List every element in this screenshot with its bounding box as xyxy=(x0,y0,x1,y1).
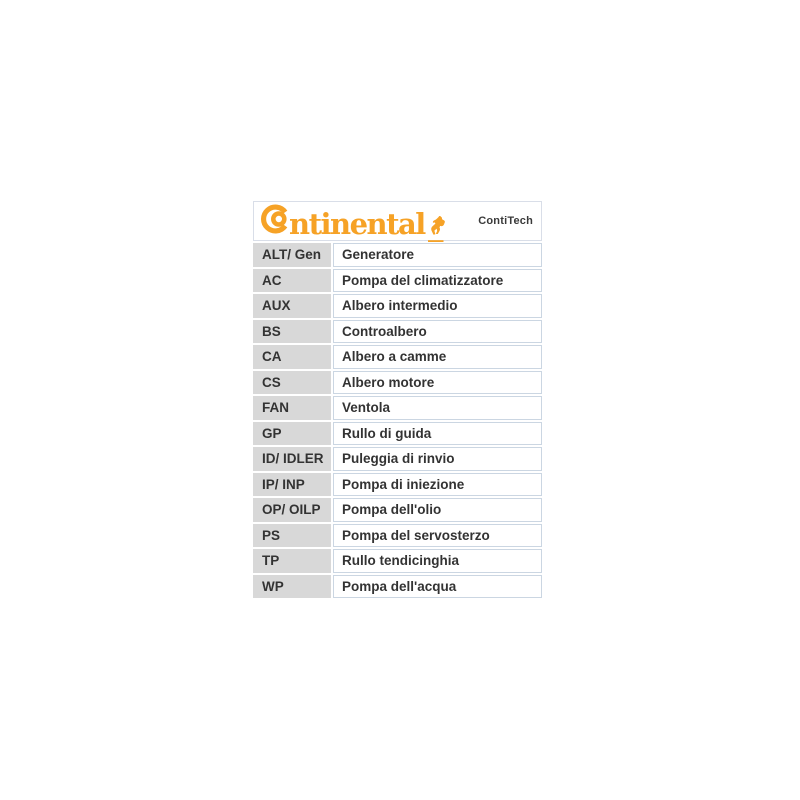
abbreviation-cell: CS xyxy=(253,371,331,395)
table-row xyxy=(253,269,542,293)
description-cell: Albero motore xyxy=(333,371,542,395)
table-row xyxy=(253,422,542,446)
abbreviation-cell: TP xyxy=(253,549,331,573)
abbreviation-cell: CA xyxy=(253,345,331,369)
abbreviation-cell: OP/ OILP xyxy=(253,498,331,522)
continental-logo xyxy=(259,204,447,239)
description-cell: Controalbero xyxy=(333,320,542,344)
abbreviation-cell: BS xyxy=(253,320,331,344)
table-row xyxy=(253,371,542,395)
table-row xyxy=(253,575,542,599)
table-row xyxy=(253,498,542,522)
abbreviation-cell: AC xyxy=(253,269,331,293)
abbreviation-cell: GP xyxy=(253,422,331,446)
abbreviation-cell: WP xyxy=(253,575,331,599)
description-cell: Pompa dell'olio xyxy=(333,498,542,522)
brand-row xyxy=(259,204,533,239)
continental-wordmark-text: ntinental xyxy=(289,206,425,241)
abbreviation-cell: AUX xyxy=(253,294,331,318)
table-row xyxy=(253,243,542,267)
table-row xyxy=(253,447,542,471)
description-cell: Pompa di iniezione xyxy=(333,473,542,497)
abbreviation-cell: ALT/ Gen xyxy=(253,243,331,267)
table-row xyxy=(253,320,542,344)
abbreviation-cell: PS xyxy=(253,524,331,548)
description-cell: Albero a camme xyxy=(333,345,542,369)
description-cell: Ventola xyxy=(333,396,542,420)
abbreviation-cell: IP/ INP xyxy=(253,473,331,497)
table-row xyxy=(253,549,542,573)
abbreviation-cell: ID/ IDLER xyxy=(253,447,331,471)
contitech-logo: ContiTech xyxy=(478,215,533,227)
brand-header xyxy=(253,201,542,241)
abbreviation-legend-table xyxy=(251,199,544,600)
description-cell: Rullo di guida xyxy=(333,422,542,446)
description-cell: Pompa dell'acqua xyxy=(333,575,542,599)
description-cell: Albero intermedio xyxy=(333,294,542,318)
table-row xyxy=(253,345,542,369)
continental-co-mark-icon xyxy=(259,204,292,234)
table-row xyxy=(253,396,542,420)
table-row xyxy=(253,473,542,497)
table-row xyxy=(253,294,542,318)
description-cell: Pompa del servosterzo xyxy=(333,524,542,548)
abbreviation-cell: FAN xyxy=(253,396,331,420)
table-row xyxy=(253,524,542,548)
description-cell: Puleggia di rinvio xyxy=(333,447,542,471)
description-cell: Rullo tendicinghia xyxy=(333,549,542,573)
description-cell: Pompa del climatizzatore xyxy=(333,269,542,293)
rearing-horse-icon xyxy=(427,215,447,243)
description-cell: Generatore xyxy=(333,243,542,267)
legend-rows xyxy=(253,243,542,598)
